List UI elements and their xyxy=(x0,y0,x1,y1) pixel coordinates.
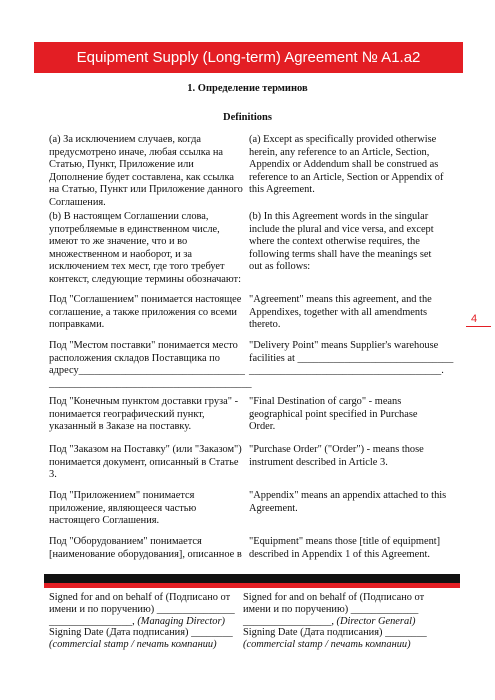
definition-en-paragraph xyxy=(249,211,449,274)
text-line: (b) В настоящем Соглашении слова, xyxy=(49,211,209,222)
definition-en-paragraph xyxy=(249,396,449,434)
text-line: Agreement. xyxy=(249,502,298,514)
definition-en-paragraph xyxy=(249,294,449,332)
text-line: instrument described in Article 3. xyxy=(249,456,388,468)
page-number: 4 xyxy=(470,313,478,325)
text-line: расположения складов Поставщика по xyxy=(49,352,220,364)
text-line: Order. xyxy=(249,421,276,433)
section-title: 1. Определение терминов xyxy=(187,83,308,94)
text-line: 3. xyxy=(49,469,57,481)
footer-divider-dark xyxy=(44,574,460,583)
definition-ru-paragraph xyxy=(49,536,244,561)
text-line: "Purchase Order" ("Order") - means those xyxy=(249,444,424,455)
text-line: Дополнение будет составлена, как ссылка xyxy=(49,171,234,183)
text-line: Appendix or Addendum shall be construed as xyxy=(249,159,439,171)
text-line: имеют то же значение, что и во xyxy=(49,236,188,248)
text-line: _______________________________________ xyxy=(49,377,252,389)
signature-line: Signed for and on behalf of (Подписано от xyxy=(243,592,425,603)
signing-date-line: Signing Date (Дата подписания) ________ xyxy=(49,627,233,639)
text-line: geographical point specified in Purchase xyxy=(249,408,418,420)
text-line: (a) Except as specifically provided otherwise xyxy=(249,134,437,145)
stamp-note: (commercial stamp / печать компании) xyxy=(49,639,217,651)
text-line: поправками. xyxy=(49,319,105,331)
text-line: приложение, являющееся частью xyxy=(49,502,197,514)
signature-role: (Managing Director) xyxy=(134,615,225,627)
text-line: исключением тех мест, где того требует xyxy=(49,261,225,273)
text-line: "Delivery Point" means Supplier's warehouse xyxy=(249,340,439,351)
signature-line: имени и по поручению) _______________ xyxy=(49,603,235,615)
text-line: Статью, Пункт, Приложение или xyxy=(49,159,194,171)
document-header-banner xyxy=(34,42,463,73)
text-line: reference to an Article, Section or Appendix of xyxy=(249,171,444,183)
text-line: употребляемые в единственном числе, xyxy=(49,223,220,235)
text-line: include the plural and vice versa, and except xyxy=(249,223,434,235)
definition-en-paragraph xyxy=(249,340,454,378)
text-line: понимается географический пункт, xyxy=(49,408,205,420)
definition-ru-paragraph xyxy=(49,444,244,482)
text-line: following terms shall have the meanings set xyxy=(249,248,432,260)
text-line: Соглашения. xyxy=(49,196,106,208)
definition-ru-paragraph xyxy=(49,294,244,332)
signing-date-line: Signing Date (Дата подписания) ________ xyxy=(243,627,427,639)
signature-block-left xyxy=(49,592,235,651)
text-line: Под "Конечным пунктом доставки груза" - xyxy=(49,396,239,407)
signature-role-line xyxy=(243,616,427,628)
definition-ru-paragraph xyxy=(49,396,244,434)
signature-block-right xyxy=(243,592,427,651)
text-line: контекст, следующие термины обозначают: xyxy=(49,273,241,285)
text-line: thereto. xyxy=(249,319,281,331)
text-line: "Agreement" means this agreement, and the xyxy=(249,294,432,305)
text-line: (b) In this Agreement words in the singular xyxy=(249,211,429,222)
text-line: Под "Заказом на Поставку" (или "Заказом") xyxy=(49,444,242,455)
page-number-rule xyxy=(466,326,491,327)
text-line: настоящего Соглашения. xyxy=(49,515,160,527)
stamp-note: (commercial stamp / печать компании) xyxy=(243,639,411,651)
text-line: where the context otherwise requires, the xyxy=(249,236,420,248)
section-subtitle: Definitions xyxy=(222,112,272,123)
signature-line: имени и по поручению) _____________ xyxy=(243,603,419,615)
text-line: на Статью, Пункт или Приложение данного xyxy=(49,184,243,196)
text-line: "Final Destination of cargo" - means xyxy=(249,396,402,407)
signature-line: Signed for and on behalf of (Подписано от xyxy=(49,592,231,603)
text-line: _____________________________________. xyxy=(249,365,444,377)
definition-en-paragraph xyxy=(249,444,449,469)
text-line: facilities at ______________________________ xyxy=(249,352,454,364)
text-line: соглашение, а также приложения со всеми xyxy=(49,306,237,318)
footer-divider-accent xyxy=(44,583,460,588)
text-line: Под "Местом поставки" понимается место xyxy=(49,340,238,351)
text-line: [наименование оборудования], описанное в xyxy=(49,548,242,560)
definition-en-paragraph xyxy=(249,536,449,561)
text-line: адресу________________________________ xyxy=(49,365,245,377)
text-line: предусмотрено иначе, любая ссылка на xyxy=(49,146,224,158)
document-title: Equipment Supply (Long-term) Agreement № A1.a2 xyxy=(76,49,421,66)
text-line: (a) За исключением случаев, когда xyxy=(49,134,201,145)
text-line: указанный в Заказе на поставку. xyxy=(49,421,192,433)
text-line: herein, any reference to an Article, Section, xyxy=(249,146,430,158)
definition-en-paragraph xyxy=(249,490,449,515)
text-line: Appendixes, together with all amendments xyxy=(249,306,428,318)
text-line: Под "Оборудованием" понимается xyxy=(49,536,202,547)
signature-role-line xyxy=(49,616,235,628)
text-line: "Appendix" means an appendix attached to this xyxy=(249,490,447,501)
text-line: described in Appendix 1 of this Agreement. xyxy=(249,548,430,560)
definition-ru-paragraph xyxy=(49,490,244,528)
definition-ru-paragraph xyxy=(49,211,244,287)
signature-blank: ________________, xyxy=(49,615,135,627)
definition-ru-paragraph xyxy=(49,340,252,390)
text-line: множественном и наоборот, и за xyxy=(49,248,192,260)
definition-ru-paragraph xyxy=(49,134,244,210)
text-line: Под "Приложением" понимается xyxy=(49,490,195,501)
text-line: понимается документ, описанный в Статье xyxy=(49,456,239,468)
signature-blank: _________________, xyxy=(243,615,334,627)
text-line: "Equipment" means those [title of equipment] xyxy=(249,536,441,547)
signature-role: (Director General) xyxy=(333,615,416,627)
text-line: out as follows: xyxy=(249,261,311,273)
definition-en-paragraph xyxy=(249,134,449,197)
text-line: Под "Соглашением" понимается настоящее xyxy=(49,294,242,305)
text-line: this Agreement. xyxy=(249,184,315,196)
